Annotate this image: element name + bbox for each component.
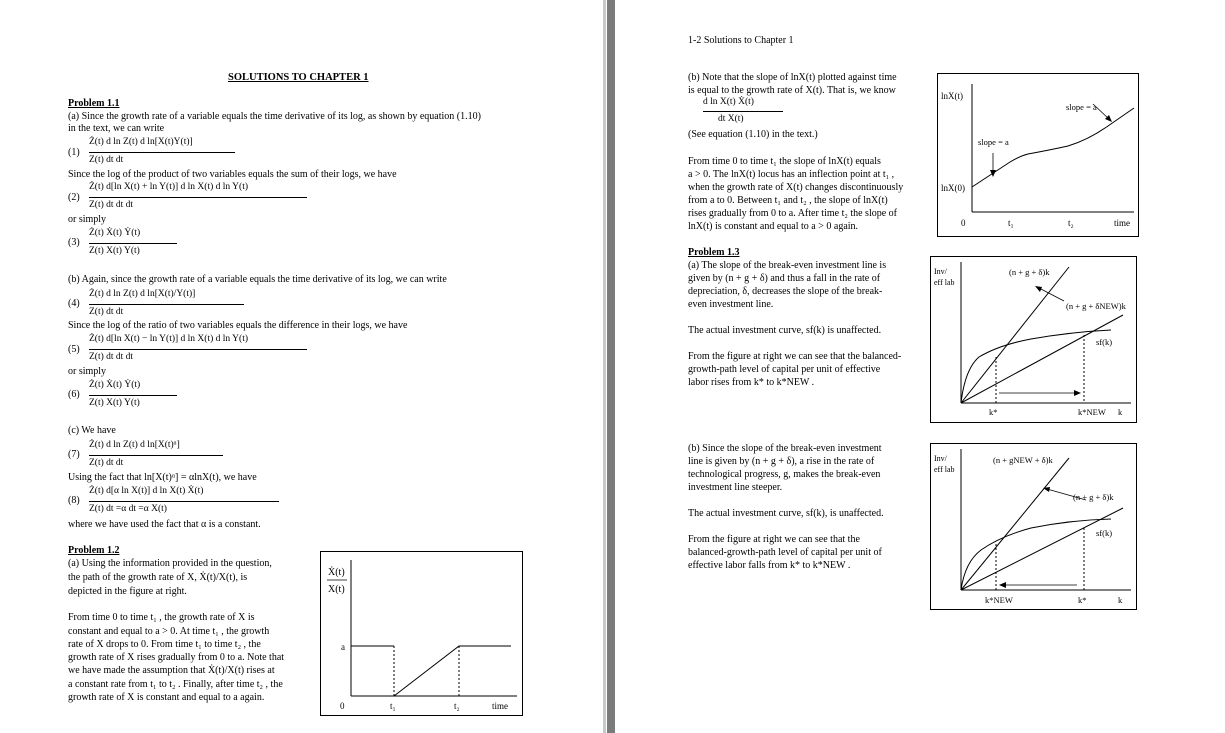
fig12-t1: t₁ — [390, 701, 396, 711]
fig12b-ylabel: lnX(t) — [941, 91, 963, 101]
p13a-line2-2: labor rises from k* to k*NEW . — [688, 377, 815, 388]
figure-line — [1039, 288, 1064, 301]
p12b-eq-denominator: dt X(t) — [718, 114, 744, 124]
fig13a-kstar: k* — [989, 407, 998, 417]
left-page — [0, 0, 603, 733]
eq4-denominator: Z(t) dt dt — [89, 307, 124, 317]
fig12-origin: 0 — [340, 701, 345, 711]
p12-line-1: the path of the growth rate of X, Ẋ(t)/X(t), is — [68, 572, 248, 583]
p11b-mid: Since the log of the ratio of two variables equals the difference in their logs, we have — [68, 320, 408, 331]
eq7-numerator: Ż(t) d ln Z(t) d ln[X(t)ᵅ] — [89, 440, 180, 450]
figure-line — [1035, 286, 1042, 292]
figure-breakeven-depreciation — [930, 256, 1137, 423]
p12b-line-0: (b) Note that the slope of lnX(t) plotted against time — [688, 72, 897, 83]
figure-log-x-svg — [938, 74, 1138, 236]
fig13a-ylabel2: eff lab — [934, 278, 955, 287]
p13b-line-0: (b) Since the slope of the break-even investment — [688, 443, 882, 454]
p13b-line-3: investment line steeper. — [688, 482, 783, 493]
eq4-number: (4) — [68, 298, 80, 309]
fig12b-y0label: lnX(0) — [941, 183, 965, 193]
fig13b-line1-label: (n + gNEW + δ)k — [993, 455, 1053, 465]
problem-1-2-heading: Problem 1.2 — [68, 545, 120, 556]
p13b-line2-1: balanced-growth-path level of capital per unit of — [688, 547, 882, 558]
p13a-mid: The actual investment curve, sf(k) is unaffected. — [688, 325, 882, 336]
fig13a-knew: k*NEW — [1078, 407, 1106, 417]
fig12-a-label: a — [341, 642, 345, 652]
p12b-eq-bar — [703, 111, 783, 112]
eq7-fraction-bar — [89, 455, 223, 456]
p12b-eq-numerator: d ln X(t) Ẋ(t) — [703, 97, 754, 107]
p12b-line2-4: rises gradually from 0 to a. After time t₂ the slope of — [688, 208, 897, 219]
p11c-end: where we have used the fact that α is a constant. — [68, 519, 261, 530]
eq7-number: (7) — [68, 449, 80, 460]
figure-line — [1074, 390, 1081, 396]
fig13b-kstar: k* — [1078, 595, 1087, 605]
figure-line — [990, 170, 996, 177]
p13a-line2-1: growth-path level of capital per unit of effective — [688, 364, 881, 375]
eq6-fraction-bar — [89, 395, 177, 396]
eq8-fraction-bar — [89, 501, 279, 502]
fig12b-slope2: slope = a — [1066, 102, 1097, 112]
or-simply-1: or simply — [68, 214, 107, 225]
fig12-t2: t₂ — [454, 701, 460, 711]
or-simply-2: or simply — [68, 366, 107, 377]
p13a-line2-0: From the figure at right we can see that the balanced- — [688, 351, 902, 362]
p12-line2-3: growth rate of X rises gradually from 0 to a. Note that — [68, 652, 285, 663]
eq2-fraction-bar — [89, 197, 307, 198]
fig12b-time: time — [1114, 218, 1130, 228]
eq4-numerator: Ż(t) d ln Z(t) d ln[X(t)/Y(t)] — [89, 289, 196, 299]
fig13a-curve-label: sf(k) — [1096, 337, 1113, 347]
p13b-line-1: line is given by (n + g + δ), a rise in the rate of — [688, 456, 875, 467]
page-shadow — [603, 0, 606, 733]
problem-1-3-heading: Problem 1.3 — [688, 247, 740, 258]
fig13a-line1-label: (n + g + δ)k — [1009, 267, 1050, 277]
p11c-intro: (c) We have — [68, 425, 116, 436]
p13b-mid: The actual investment curve, sf(k), is unaffected. — [688, 508, 884, 519]
figure-breakeven-tech-progress — [930, 443, 1137, 610]
eq7-denominator: Z(t) dt dt — [89, 458, 124, 468]
eq2-denominator: Z(t) dt dt dt — [89, 200, 134, 210]
p11a-intro: (a) Since the growth rate of a variable equals the time derivative of its log, as shown by equation (1.10) — [68, 111, 481, 122]
p11a-intro2: in the text, we can write — [68, 123, 165, 134]
figure-line — [961, 330, 1111, 403]
eq1-numerator: Ż(t) d ln Z(t) d ln[X(t)Y(t)] — [89, 137, 193, 147]
fig13b-curve-label: sf(k) — [1096, 528, 1113, 538]
p12-line2-1: constant and equal to a > 0. At time t₁ , the growth — [68, 626, 270, 637]
p12b-line2-0: From time 0 to time t₁ the slope of lnX(t) equals — [688, 156, 881, 167]
fig13b-k: k — [1118, 595, 1123, 605]
figure-line — [961, 508, 1123, 590]
eq5-number: (5) — [68, 344, 80, 355]
fig13b-ylabel2: eff lab — [934, 465, 955, 474]
fig13a-k: k — [1118, 407, 1123, 417]
p12-line2-2: rate of X drops to 0. From time t₁ to time t₂ , the — [68, 639, 261, 650]
fig12b-origin: 0 — [961, 218, 966, 228]
eq3-numerator: Ż(t) Ẋ(t) Ẏ(t) — [89, 228, 141, 238]
fig12b-t1: t₁ — [1008, 218, 1014, 228]
p13b-line2-0: From the figure at right we can see that the — [688, 534, 860, 545]
p12-line-2: depicted in the figure at right. — [68, 586, 187, 597]
figure-breakeven-b-svg — [931, 444, 1136, 609]
p13b-line-2: technological progress, g, makes the break-even — [688, 469, 881, 480]
p13a-line-1: given by (n + g + δ) and thus a fall in the rate of — [688, 273, 881, 284]
p11b-intro: (b) Again, since the growth rate of a variable equals the time derivative of its log, we can write — [68, 274, 447, 285]
eq8-numerator: Ż(t) d[α ln X(t)] d ln X(t) Ẋ(t) — [89, 486, 204, 496]
eq6-denominator: Z(t) X(t) Y(t) — [89, 398, 140, 408]
eq3-fraction-bar — [89, 243, 177, 244]
p12-line2-4: we have made the assumption that Ẋ(t)/X(t) rises at — [68, 665, 275, 676]
fig12b-t2: t₂ — [1068, 218, 1074, 228]
figure-line — [999, 582, 1006, 588]
figure-line — [961, 315, 1123, 403]
p12b-line2-2: when the growth rate of X(t) changes discontinuously — [688, 182, 904, 193]
fig13a-ylabel1: Inv/ — [934, 267, 947, 276]
eq5-fraction-bar — [89, 349, 307, 350]
fig12-time: time — [492, 701, 508, 711]
fig12-ylabel-bottom: X(t) — [328, 584, 345, 595]
p12b-line2-3: from a to 0. Between t₁ and t₂ , the slope of lnX(t) — [688, 195, 888, 206]
fig13b-ylabel1: Inv/ — [934, 454, 947, 463]
fig12b-slope1: slope = a — [978, 137, 1009, 147]
eq3-number: (3) — [68, 237, 80, 248]
eq1-denominator: Z(t) dt dt — [89, 155, 124, 165]
figure-growth-rate-svg — [321, 552, 522, 715]
p12b-see: (See equation (1.10) in the text.) — [688, 129, 818, 140]
figure-breakeven-a-svg — [931, 257, 1136, 422]
p12b-line2-5: lnX(t) is constant and equal to a > 0 again. — [688, 221, 859, 232]
p12b-line2-1: a > 0. The lnX(t) locus has an inflection point at t₁ , — [688, 169, 895, 180]
right-page — [615, 0, 1225, 733]
eq6-number: (6) — [68, 389, 80, 400]
figure-line — [961, 267, 1069, 403]
eq4-fraction-bar — [89, 304, 244, 305]
problem-1-1-heading: Problem 1.1 — [68, 98, 120, 109]
fig13a-line2-label: (n + g + δNEW)k — [1066, 301, 1126, 311]
p12-line2-5: a constant rate from t₁ to t₂ . Finally, after time t₂ , the — [68, 679, 283, 690]
eq8-number: (8) — [68, 495, 80, 506]
p12b-line-1: is equal to the growth rate of X(t). That is, we know — [688, 85, 896, 96]
p13a-line-2: depreciation, δ, decreases the slope of the break- — [688, 286, 883, 297]
p13a-line-3: even investment line. — [688, 299, 774, 310]
eq5-denominator: Z(t) dt dt dt — [89, 352, 134, 362]
p11c-mid: Using the fact that ln[X(t)ᵅ] = αlnX(t), we have — [68, 472, 257, 483]
figure-growth-rate-path — [320, 551, 523, 716]
p12-line2-6: growth rate of X is constant and equal to a again. — [68, 692, 265, 703]
figure-line — [961, 519, 1111, 590]
fig13b-knew: k*NEW — [985, 595, 1013, 605]
p12-line2-0: From time 0 to time t₁ , the growth rate of X is — [68, 612, 255, 623]
eq5-numerator: Ż(t) d[ln X(t) − ln Y(t)] d ln X(t) d ln Y(t) — [89, 334, 248, 344]
eq1-number: (1) — [68, 147, 80, 158]
p13b-line2-2: effective labor falls from k* to k*NEW . — [688, 560, 851, 571]
eq1-fraction-bar — [89, 152, 235, 153]
eq2-number: (2) — [68, 192, 80, 203]
p12-line-0: (a) Using the information provided in the question, — [68, 558, 272, 569]
p11a-mid: Since the log of the product of two variables equals the sum of their logs, we have — [68, 169, 397, 180]
fig13b-line2-label: (n + g + δ)k — [1073, 492, 1114, 502]
eq3-denominator: Z(t) X(t) Y(t) — [89, 246, 140, 256]
page-divider — [607, 0, 615, 733]
eq8-denominator: Z(t) dt =α dt =α X(t) — [89, 504, 167, 514]
fig12-ylabel-top: Ẋ(t) — [328, 567, 345, 578]
eq2-numerator: Ż(t) d[ln X(t) + ln Y(t)] d ln X(t) d ln Y(t) — [89, 182, 248, 192]
p13a-line-0: (a) The slope of the break-even investment line is — [688, 260, 887, 271]
eq6-numerator: Ż(t) Ẋ(t) Ẏ(t) — [89, 380, 141, 390]
figure-line — [394, 646, 511, 696]
chapter-title: SOLUTIONS TO CHAPTER 1 — [228, 72, 369, 83]
running-header: 1-2 Solutions to Chapter 1 — [688, 35, 794, 46]
figure-log-x-path — [937, 73, 1139, 237]
